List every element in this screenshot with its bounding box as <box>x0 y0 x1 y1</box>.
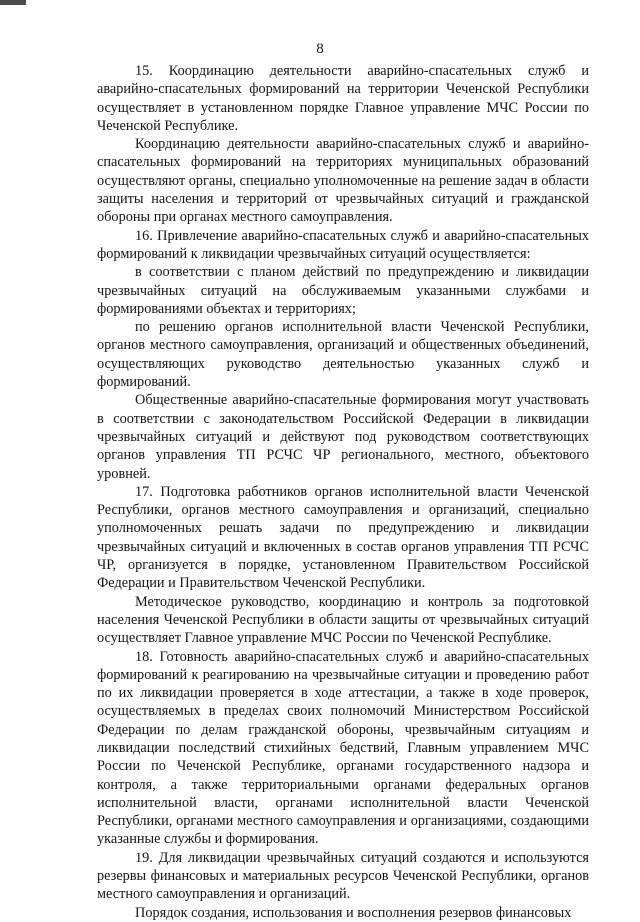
scan-corner-mark <box>0 0 26 5</box>
paragraph-16: 16. Привлечение аварийно-спасательных служб и аварийно-спасательных формирований к ликвидации чрезвычайных ситуаций осуществляется: <box>97 227 589 262</box>
paragraph-reserves: Порядок создания, использования и восполнения резервов финансовых <box>135 904 572 921</box>
paragraph-15: 15. Координацию деятельности аварийно-спасательных служб и аварийно-спасательных формирований на территории Чеченской Республики осуществляет в установленном порядке Главное управление МЧС России по Чеченской Республике. <box>97 63 589 134</box>
paragraph-plan: в соответствии с планом действий по предупреждению и ликвидации чрезвычайных ситуаций на обслуживаемым указанными службами и формированиями объектах и территориях; <box>97 264 589 317</box>
paragraph-17: 17. Подготовка работников органов исполнительной власти Чеченской Республики, органов местного самоуправления и организаций, специально уполномоченных решать задачи по предупреждению и ликвидации чрезвычайных ситуаций и включенных в состав органов управления ТП РСЧС ЧР, организуется в порядке, установленном Правительством Российской Федерации и Правительством Чеченской Республики. <box>97 483 589 592</box>
paragraph-19: 19. Для ликвидации чрезвычайных ситуаций создаются и используются резервы финансовых и материальных ресурсов Чеченской Республики, органов местного самоуправления и организаций. <box>97 849 589 903</box>
paragraph-coordination: Координацию деятельности аварийно-спасательных служб и аварийно-спасательных формирований на территориях муниципальных образований осуществляют органы, специально уполномоченные на решение задач в области защиты населения и территорий от чрезвычайных ситуаций и гражданской обороны при органах местного самоуправления. <box>97 136 589 226</box>
paragraph-18: 18. Готовность аварийно-спасательных служб и аварийно-спасательных формирований к реагированию на чрезвычайные ситуации и проведению работ по их ликвидации проверяется в ходе аттестации, а также в ходе проверок, осуществляемых в пределах своих полномочий Министерством Российской Федерации по делам гражданской обороны, чрезвычайным ситуациям и ликвидации последствий стихийных бедствий, Главным управлением МЧС России по Чеченской Республике, органами государственного надзора и контроля, а также территориальными органами федеральных органов исполнительной власти, органами исполнительной власти Чеченской Республики, органами местного самоуправления и организациями, создающими указанные службы и формирования. <box>97 648 589 848</box>
document-body <box>97 62 589 922</box>
page-number: 8 <box>316 41 324 57</box>
paragraph-decision: по решению органов исполнительной власти Чеченской Республики, органов местного самоуправления, организаций и общественных объединений, осуществляющих руководство деятельностью указанных служб и формирований. <box>97 319 589 391</box>
paragraph-methodical: Методическое руководство, координацию и контроль за подготовкой населения Чеченской Республики в области защиты от чрезвычайных ситуаций осуществляет Главное управление МЧС России по Чеченской Республике. <box>97 593 589 647</box>
paragraph-public-formations: Общественные аварийно-спасательные формирования могут участвовать в соответствии с законодательством Российской Федерации в ликвидации чрезвычайных ситуаций и действуют под руководством соответствующих органов управления ТП РСЧС ЧР регионального, местного, объектового уровней. <box>97 392 589 482</box>
